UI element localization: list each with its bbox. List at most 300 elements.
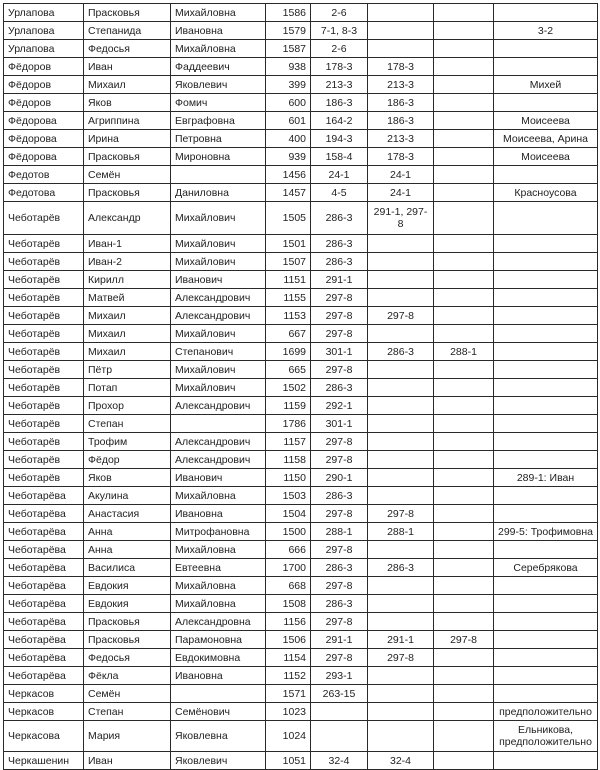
table-row: [4, 703, 598, 721]
reference-2-cell: 213-3: [368, 130, 434, 148]
reference-1-cell: 178-3: [311, 58, 368, 76]
first-name-cell: Потап: [84, 379, 171, 397]
reference-3-cell: [434, 76, 494, 94]
first-name-cell: Евдокия: [84, 577, 171, 595]
reference-3-cell: [434, 721, 494, 752]
reference-2-cell: [368, 469, 434, 487]
table-row: [4, 307, 598, 325]
surname-cell: Чеботарёв: [4, 433, 84, 451]
surname-cell: Черкасов: [4, 685, 84, 703]
record-id-cell: 1152: [266, 667, 311, 685]
table-row: [4, 202, 598, 235]
reference-1-cell: 297-8: [311, 289, 368, 307]
reference-3-cell: [434, 685, 494, 703]
table-row: [4, 685, 598, 703]
first-name-cell: Прасковья: [84, 148, 171, 166]
first-name-cell: Матвей: [84, 289, 171, 307]
reference-3-cell: [434, 58, 494, 76]
reference-3-cell: [434, 505, 494, 523]
reference-2-cell: 186-3: [368, 112, 434, 130]
record-id-cell: 601: [266, 112, 311, 130]
note-cell: [494, 4, 598, 22]
first-name-cell: Александр: [84, 202, 171, 235]
note-cell: Моисеева, Арина: [494, 130, 598, 148]
table-row: [4, 130, 598, 148]
surname-cell: Чеботарёв: [4, 361, 84, 379]
reference-3-cell: [434, 325, 494, 343]
table-row: [4, 148, 598, 166]
reference-1-cell: 291-1: [311, 271, 368, 289]
patronymic-cell: Михайловна: [171, 577, 266, 595]
reference-2-cell: 297-8: [368, 505, 434, 523]
reference-1-cell: 297-8: [311, 325, 368, 343]
note-cell: [494, 307, 598, 325]
patronymic-cell: Митрофановна: [171, 523, 266, 541]
reference-1-cell: 297-8: [311, 613, 368, 631]
surname-cell: Федотова: [4, 184, 84, 202]
reference-2-cell: 186-3: [368, 94, 434, 112]
reference-2-cell: 213-3: [368, 76, 434, 94]
reference-3-cell: [434, 148, 494, 166]
table-row: [4, 166, 598, 184]
patronymic-cell: Иванович: [171, 469, 266, 487]
record-id-cell: 1508: [266, 595, 311, 613]
reference-1-cell: [311, 703, 368, 721]
reference-1-cell: 4-5: [311, 184, 368, 202]
reference-3-cell: [434, 307, 494, 325]
first-name-cell: Ирина: [84, 130, 171, 148]
note-cell: [494, 752, 598, 770]
surname-cell: Черкашенин: [4, 752, 84, 770]
reference-2-cell: 297-8: [368, 649, 434, 667]
first-name-cell: Федосья: [84, 649, 171, 667]
reference-3-cell: [434, 253, 494, 271]
surname-cell: Чеботарёва: [4, 595, 84, 613]
first-name-cell: Иван-1: [84, 235, 171, 253]
reference-3-cell: [434, 541, 494, 559]
table-row: [4, 325, 598, 343]
table-row: [4, 523, 598, 541]
patronymic-cell: Семёнович: [171, 703, 266, 721]
first-name-cell: Анна: [84, 541, 171, 559]
first-name-cell: Анна: [84, 523, 171, 541]
surname-cell: Чеботарёва: [4, 487, 84, 505]
patronymic-cell: Ивановна: [171, 22, 266, 40]
reference-1-cell: 186-3: [311, 94, 368, 112]
record-id-cell: 399: [266, 76, 311, 94]
reference-2-cell: [368, 685, 434, 703]
first-name-cell: Михаил: [84, 325, 171, 343]
reference-3-cell: [434, 559, 494, 577]
surname-cell: Чеботарёв: [4, 325, 84, 343]
note-cell: [494, 541, 598, 559]
reference-3-cell: [434, 487, 494, 505]
first-name-cell: Акулина: [84, 487, 171, 505]
first-name-cell: Анастасия: [84, 505, 171, 523]
reference-1-cell: 297-8: [311, 433, 368, 451]
reference-1-cell: 32-4: [311, 752, 368, 770]
reference-1-cell: 194-3: [311, 130, 368, 148]
surname-cell: Чеботарёв: [4, 307, 84, 325]
record-id-cell: 1158: [266, 451, 311, 469]
patronymic-cell: Ивановна: [171, 505, 266, 523]
reference-2-cell: [368, 433, 434, 451]
table-row: [4, 505, 598, 523]
reference-1-cell: 292-1: [311, 397, 368, 415]
surname-cell: Чеботарёва: [4, 613, 84, 631]
reference-1-cell: 213-3: [311, 76, 368, 94]
table-row: [4, 649, 598, 667]
first-name-cell: Иван-2: [84, 253, 171, 271]
surname-cell: Чеботарёв: [4, 202, 84, 235]
surname-cell: Чеботарёва: [4, 577, 84, 595]
reference-2-cell: [368, 361, 434, 379]
table-row: [4, 487, 598, 505]
reference-2-cell: 24-1: [368, 184, 434, 202]
first-name-cell: Фёкла: [84, 667, 171, 685]
reference-3-cell: [434, 649, 494, 667]
reference-3-cell: [434, 166, 494, 184]
note-cell: [494, 202, 598, 235]
table-row: [4, 184, 598, 202]
patronymic-cell: Михайлович: [171, 235, 266, 253]
note-cell: [494, 361, 598, 379]
note-cell: [494, 94, 598, 112]
table-row: [4, 76, 598, 94]
table-row: [4, 343, 598, 361]
surname-cell: Урлапова: [4, 22, 84, 40]
table-row: [4, 577, 598, 595]
reference-3-cell: [434, 22, 494, 40]
note-cell: [494, 343, 598, 361]
first-name-cell: Степан: [84, 415, 171, 433]
first-name-cell: Федосья: [84, 40, 171, 58]
first-name-cell: Яков: [84, 94, 171, 112]
reference-2-cell: 286-3: [368, 559, 434, 577]
reference-3-cell: [434, 451, 494, 469]
record-id-cell: 1503: [266, 487, 311, 505]
patronymic-cell: Петровна: [171, 130, 266, 148]
table-row: [4, 40, 598, 58]
record-id-cell: 1159: [266, 397, 311, 415]
patronymic-cell: Александрович: [171, 397, 266, 415]
surname-cell: Чеботарёв: [4, 451, 84, 469]
reference-2-cell: [368, 415, 434, 433]
record-id-cell: 1157: [266, 433, 311, 451]
reference-2-cell: [368, 613, 434, 631]
first-name-cell: Пётр: [84, 361, 171, 379]
surname-cell: Чеботарёв: [4, 271, 84, 289]
reference-1-cell: 297-8: [311, 577, 368, 595]
patronymic-cell: Степанович: [171, 343, 266, 361]
note-cell: Красноусова: [494, 184, 598, 202]
table-row: [4, 415, 598, 433]
first-name-cell: Прасковья: [84, 4, 171, 22]
patronymic-cell: Александрович: [171, 433, 266, 451]
patronymic-cell: Михайлович: [171, 253, 266, 271]
reference-3-cell: [434, 112, 494, 130]
record-id-cell: 938: [266, 58, 311, 76]
reference-3-cell: [434, 752, 494, 770]
note-cell: [494, 613, 598, 631]
reference-2-cell: [368, 22, 434, 40]
reference-1-cell: 297-8: [311, 541, 368, 559]
reference-2-cell: [368, 40, 434, 58]
reference-2-cell: [368, 703, 434, 721]
reference-2-cell: [368, 721, 434, 752]
reference-3-cell: [434, 667, 494, 685]
table-row: [4, 397, 598, 415]
table-row: [4, 613, 598, 631]
first-name-cell: Семён: [84, 166, 171, 184]
note-cell: Серебрякова: [494, 559, 598, 577]
patronymic-cell: Александрович: [171, 289, 266, 307]
note-cell: 299-5: Трофимовна: [494, 523, 598, 541]
surname-cell: Урлапова: [4, 4, 84, 22]
table-row: [4, 289, 598, 307]
reference-2-cell: [368, 271, 434, 289]
record-id-cell: 1151: [266, 271, 311, 289]
surname-cell: Чеботарёв: [4, 235, 84, 253]
reference-2-cell: 178-3: [368, 58, 434, 76]
reference-1-cell: 297-8: [311, 361, 368, 379]
reference-1-cell: 293-1: [311, 667, 368, 685]
reference-1-cell: 297-8: [311, 505, 368, 523]
table-row: [4, 58, 598, 76]
reference-1-cell: 286-3: [311, 202, 368, 235]
reference-2-cell: [368, 667, 434, 685]
reference-2-cell: [368, 451, 434, 469]
patronymic-cell: Михайловна: [171, 541, 266, 559]
surname-cell: Чеботарёв: [4, 253, 84, 271]
surname-cell: Чеботарёва: [4, 541, 84, 559]
patronymic-cell: Фомич: [171, 94, 266, 112]
surname-cell: Чеботарёва: [4, 667, 84, 685]
surname-cell: Чеботарёва: [4, 523, 84, 541]
reference-1-cell: 286-3: [311, 253, 368, 271]
surname-cell: Фёдоров: [4, 76, 84, 94]
first-name-cell: Прасковья: [84, 631, 171, 649]
record-id-cell: 1506: [266, 631, 311, 649]
reference-2-cell: [368, 397, 434, 415]
record-id-cell: 1700: [266, 559, 311, 577]
patronymic-cell: Михайловна: [171, 4, 266, 22]
reference-1-cell: 290-1: [311, 469, 368, 487]
first-name-cell: Василиса: [84, 559, 171, 577]
record-id-cell: 1586: [266, 4, 311, 22]
surname-cell: Чеботарёва: [4, 505, 84, 523]
reference-3-cell: [434, 595, 494, 613]
reference-3-cell: [434, 4, 494, 22]
reference-3-cell: [434, 94, 494, 112]
surname-cell: Урлапова: [4, 40, 84, 58]
table-row: [4, 112, 598, 130]
patronymic-cell: Евтеевна: [171, 559, 266, 577]
reference-1-cell: 291-1: [311, 631, 368, 649]
note-cell: [494, 631, 598, 649]
first-name-cell: Евдокия: [84, 595, 171, 613]
reference-1-cell: 2-6: [311, 40, 368, 58]
note-cell: [494, 235, 598, 253]
note-cell: [494, 433, 598, 451]
patronymic-cell: Парамоновна: [171, 631, 266, 649]
first-name-cell: Михаил: [84, 76, 171, 94]
reference-1-cell: 297-8: [311, 307, 368, 325]
note-cell: [494, 667, 598, 685]
first-name-cell: Мария: [84, 721, 171, 752]
first-name-cell: Прасковья: [84, 184, 171, 202]
note-cell: [494, 325, 598, 343]
record-id-cell: 1786: [266, 415, 311, 433]
note-cell: 3-2: [494, 22, 598, 40]
patronymic-cell: Михайловна: [171, 595, 266, 613]
reference-3-cell: 288-1: [434, 343, 494, 361]
first-name-cell: Прохор: [84, 397, 171, 415]
table-row: [4, 541, 598, 559]
reference-2-cell: [368, 487, 434, 505]
reference-2-cell: [368, 253, 434, 271]
surname-cell: Чеботарёв: [4, 415, 84, 433]
note-cell: [494, 577, 598, 595]
reference-2-cell: 286-3: [368, 343, 434, 361]
table-row: [4, 271, 598, 289]
first-name-cell: Кирилл: [84, 271, 171, 289]
record-id-cell: 1154: [266, 649, 311, 667]
reference-2-cell: [368, 577, 434, 595]
reference-3-cell: [434, 469, 494, 487]
reference-3-cell: [434, 289, 494, 307]
reference-1-cell: 24-1: [311, 166, 368, 184]
reference-1-cell: [311, 721, 368, 752]
record-id-cell: 1505: [266, 202, 311, 235]
surname-cell: Фёдорова: [4, 148, 84, 166]
reference-3-cell: [434, 271, 494, 289]
patronymic-cell: Александрович: [171, 451, 266, 469]
surname-cell: Чеботарёв: [4, 397, 84, 415]
patronymic-cell: Яковлевич: [171, 752, 266, 770]
patronymic-cell: Мироновна: [171, 148, 266, 166]
record-id-cell: 665: [266, 361, 311, 379]
surname-cell: Чеботарёв: [4, 343, 84, 361]
surname-cell: Федотов: [4, 166, 84, 184]
patronymic-cell: Яковлевич: [171, 76, 266, 94]
reference-1-cell: 301-1: [311, 343, 368, 361]
reference-2-cell: [368, 379, 434, 397]
note-cell: Михей: [494, 76, 598, 94]
table-row: [4, 94, 598, 112]
surname-cell: Чеботарёва: [4, 559, 84, 577]
reference-1-cell: 288-1: [311, 523, 368, 541]
note-cell: 289-1: Иван: [494, 469, 598, 487]
reference-3-cell: [434, 202, 494, 235]
reference-1-cell: 158-4: [311, 148, 368, 166]
reference-3-cell: [434, 379, 494, 397]
patronymic-cell: Михайловна: [171, 487, 266, 505]
reference-1-cell: 286-3: [311, 595, 368, 613]
reference-1-cell: 286-3: [311, 379, 368, 397]
record-id-cell: 1023: [266, 703, 311, 721]
first-name-cell: Михаил: [84, 307, 171, 325]
record-id-cell: 400: [266, 130, 311, 148]
note-cell: [494, 487, 598, 505]
patronymic-cell: Михайловна: [171, 40, 266, 58]
first-name-cell: Прасковья: [84, 613, 171, 631]
table-row: [4, 253, 598, 271]
note-cell: [494, 451, 598, 469]
reference-1-cell: 286-3: [311, 235, 368, 253]
note-cell: [494, 415, 598, 433]
first-name-cell: Фёдор: [84, 451, 171, 469]
reference-3-cell: [434, 433, 494, 451]
record-id-cell: 1500: [266, 523, 311, 541]
table-row: [4, 451, 598, 469]
surname-cell: Чеботарёв: [4, 289, 84, 307]
reference-3-cell: [434, 523, 494, 541]
reference-2-cell: 288-1: [368, 523, 434, 541]
note-cell: [494, 166, 598, 184]
table-row: [4, 469, 598, 487]
record-id-cell: 600: [266, 94, 311, 112]
reference-1-cell: 301-1: [311, 415, 368, 433]
table-row: [4, 559, 598, 577]
reference-3-cell: 297-8: [434, 631, 494, 649]
surname-cell: Чеботарёв: [4, 379, 84, 397]
reference-2-cell: 24-1: [368, 166, 434, 184]
reference-1-cell: 2-6: [311, 4, 368, 22]
record-id-cell: 1507: [266, 253, 311, 271]
reference-2-cell: 178-3: [368, 148, 434, 166]
first-name-cell: Семён: [84, 685, 171, 703]
surname-cell: Черкасов: [4, 703, 84, 721]
first-name-cell: Степан: [84, 703, 171, 721]
patronymic-cell: [171, 685, 266, 703]
reference-3-cell: [434, 361, 494, 379]
first-name-cell: Иван: [84, 58, 171, 76]
note-cell: [494, 595, 598, 613]
reference-2-cell: [368, 541, 434, 559]
reference-2-cell: 291-1, 297-8: [368, 202, 434, 235]
note-cell: [494, 379, 598, 397]
table-row: [4, 433, 598, 451]
patronymic-cell: [171, 166, 266, 184]
table-row: [4, 22, 598, 40]
record-id-cell: 668: [266, 577, 311, 595]
first-name-cell: Трофим: [84, 433, 171, 451]
record-id-cell: 1504: [266, 505, 311, 523]
reference-2-cell: [368, 289, 434, 307]
table-row: [4, 379, 598, 397]
reference-2-cell: 32-4: [368, 752, 434, 770]
patronymic-cell: Александровна: [171, 613, 266, 631]
record-id-cell: 1150: [266, 469, 311, 487]
records-table-body: [4, 4, 598, 770]
surname-cell: Чеботарёва: [4, 649, 84, 667]
reference-3-cell: [434, 130, 494, 148]
reference-3-cell: [434, 235, 494, 253]
surname-cell: Фёдорова: [4, 112, 84, 130]
record-id-cell: 1587: [266, 40, 311, 58]
reference-3-cell: [434, 397, 494, 415]
record-id-cell: 1155: [266, 289, 311, 307]
table-row: [4, 361, 598, 379]
note-cell: [494, 289, 598, 307]
table-row: [4, 631, 598, 649]
first-name-cell: Степанида: [84, 22, 171, 40]
surname-cell: Фёдоров: [4, 58, 84, 76]
patronymic-cell: Ивановна: [171, 667, 266, 685]
patronymic-cell: Даниловна: [171, 184, 266, 202]
patronymic-cell: Михайлович: [171, 361, 266, 379]
